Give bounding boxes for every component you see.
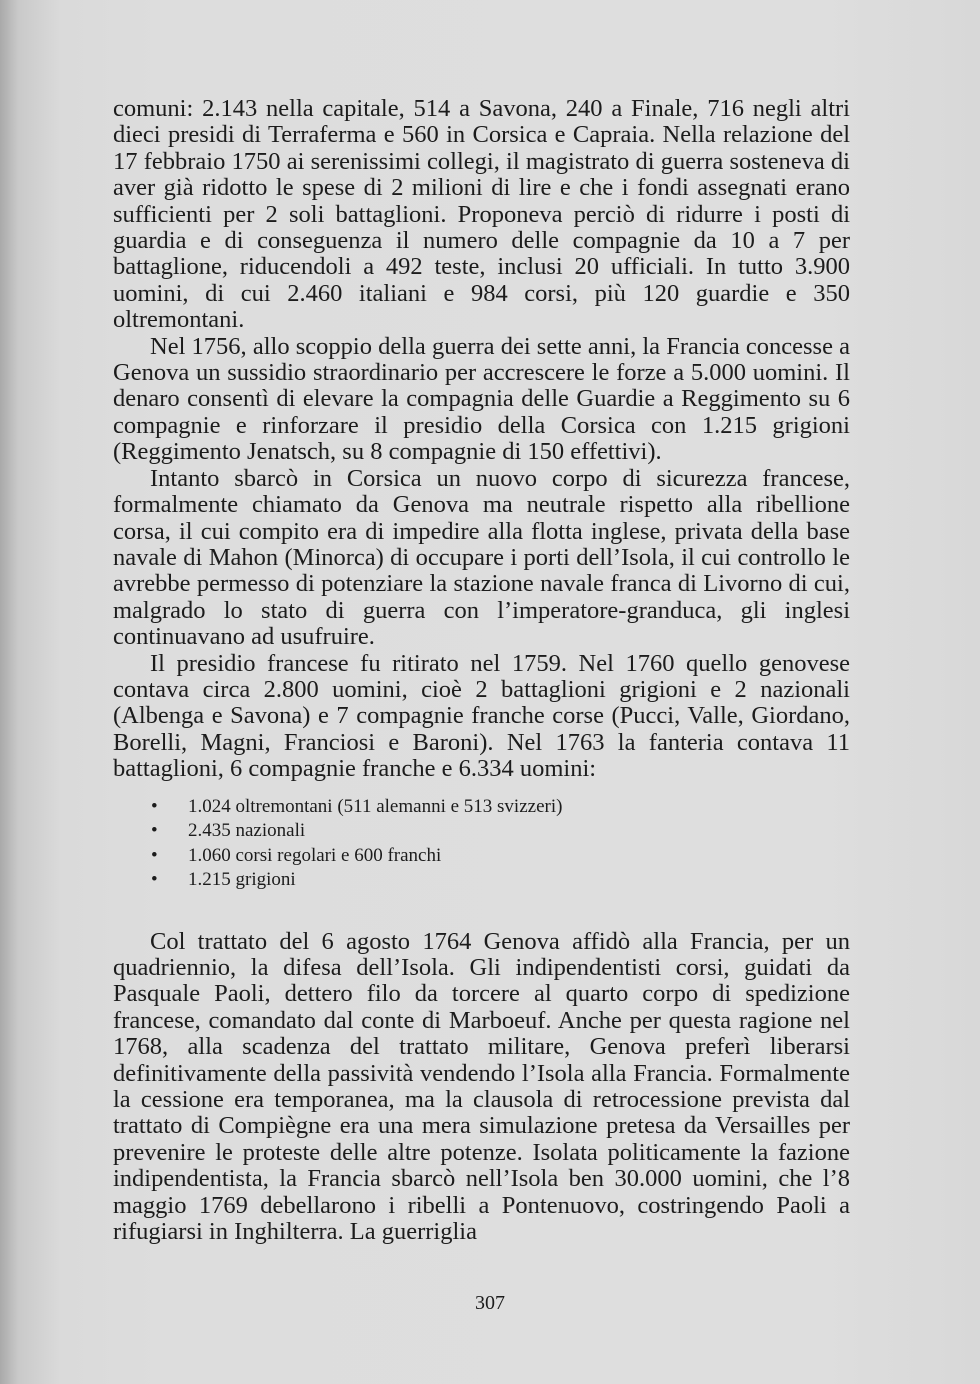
paragraph-1: comuni: 2.143 nella capitale, 514 a Savona, 240 a Finale, 716 negli altri dieci presidi di Terraferma e 560 in Corsica e Capraia. Nella relazione del 17 febbraio 1750 ai serenissimi collegi, il magistrato di guerra sosteneva di aver già ridotto le spese di 2 milioni di lire e che i fondi assegnati erano sufficienti per 2 soli battaglioni. Proponeva perciò di ridurre i posti di guardia e di conseguenza il numero delle compagnie da 10 a 7 per battaglione, riducendoli a 492 teste, inclusi 20 ufficiali. In tutto 3.900 uomini, di cui 2.460 italiani e 984 corsi, più 120 guardie e 350 oltremontani.	[113, 95, 850, 334]
paragraph-3: Intanto sbarcò in Corsica un nuovo corpo di sicurezza francese, formalmente chiamato da Genova ma neutrale rispetto alla ribellione corsa, il cui compito era di impedire alla flotta inglese, privata della base navale di Mahon (Minorca) di occupare i porti dell’Isola, il cui controllo le avrebbe permesso di potenziare la stazione navale franca di Livorno di cui, malgrado lo stato di guerra con l’imperatore-granduca, gli inglesi continuavano ad usufruire.	[113, 464, 850, 651]
page-body	[113, 96, 850, 1245]
list-item	[151, 844, 850, 869]
paragraph-5: Col trattato del 6 agosto 1764 Genova affidò alla Francia, per un quadriennio, la difesa dell’Isola. Gli indipendentisti corsi, guidati da Pasquale Paoli, dettero filo da torcere al quarto corpo di spedizione francese, comandato dal conte di Marboeuf. Anche per questa ragione nel 1768, alla scadenza del trattato militare, Genova preferì liberarsi definitivamente della passività vendendo l’Isola alla Francia. Formalmente la cessione era temporanea, ma la clausola di retrocessione prevista dal trattato di Compiègne era una mera simulazione pretesa da Versailles per prevenire le proteste delle altre potenze. Isolata politicamente la fazione indipendentista, la Francia sbarcò nell’Isola ben 30.000 uomini, che l’8 maggio 1769 debellarono i ribelli a Pontenuovo, costringendo Paoli a rifugiarsi in Inghilterra. La guerriglia	[113, 927, 850, 1246]
page-number: 307	[475, 1292, 505, 1314]
paragraph-4: Il presidio francese fu ritirato nel 1759. Nel 1760 quello genovese contava circa 2.800 uomini, cioè 2 battaglioni grigioni e 2 nazionali (Albenga e Savona) e 7 compagnie franche corse (Pucci, Valle, Giordano, Borelli, Magni, Franciosi e Baroni). Nel 1763 la fanteria contava 11 battaglioni, 6 compagnie franche e 6.334 uomini:	[113, 649, 850, 783]
bullet-icon: •	[151, 869, 158, 891]
list-item	[151, 868, 850, 893]
list-item-text: 1.060 corsi regolari e 600 franchi	[188, 844, 442, 866]
bullet-icon: •	[151, 820, 158, 842]
list-item-text: 2.435 nazionali	[188, 820, 306, 842]
list-item-text: 1.024 oltremontani (511 alemanni e 513 svizzeri)	[188, 795, 563, 817]
bullet-icon: •	[151, 795, 158, 817]
troop-list	[113, 795, 850, 893]
list-item	[151, 819, 850, 844]
paragraph-2: Nel 1756, allo scoppio della guerra dei sette anni, la Francia concesse a Genova un sussidio straordinario per accrescere le forze a 5.000 uomini. Il denaro consentì di elevare la compagnia delle Guardie a Reggimento su 6 compagnie e rinforzare il presidio della Corsica con 1.215 grigioni (Reggimento Jenatsch, su 8 compagnie di 150 effettivi).	[113, 332, 850, 466]
list-item	[151, 795, 850, 820]
bullet-icon: •	[151, 844, 158, 866]
list-item-text: 1.215 grigioni	[188, 869, 296, 891]
